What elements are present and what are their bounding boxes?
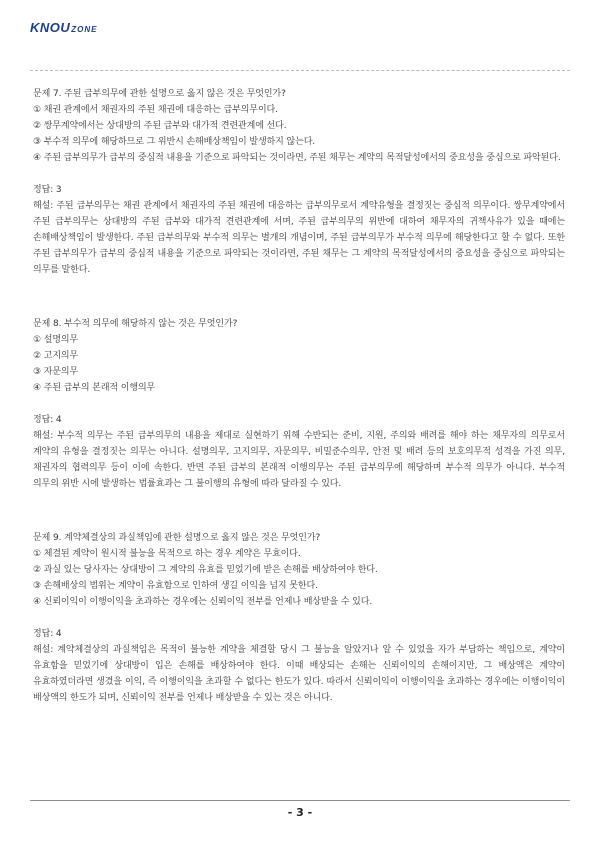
option-item: ③ 손해배상의 범위는 계약이 유효함으로 인하여 생길 이익을 넘지 못한다. bbox=[33, 581, 318, 591]
question-text: 문제 9. 계약체결상의 과실책임에 관한 설명으로 옳지 않은 것은 무엇인가? bbox=[33, 533, 321, 543]
option-item: ③ 자문의무 bbox=[33, 367, 79, 377]
option-item: ④ 주된 급부의무가 급부의 중심적 내용을 기준으로 파악되는 것이라면, 주된 채무는 계약의 목적달성에서의 중요성을 중심으로 파악된다. bbox=[33, 153, 561, 163]
option-item: ② 쌍무계약에서는 상대방의 주된 급부와 대가적 견련관계에 선다. bbox=[33, 121, 287, 131]
explanation-text: 해설: 계약체결상의 과실책임은 목적이 불능한 계약을 체결할 당시 그 불능을 알았거나 알 수 있었을 자가 부담하는 책임으로, 계약이 유효함을 믿었기에 상대방이 입은 손해를 배상하여야 한다. 이때 배상되는 손해는 신뢰이익의 손해이지만, 그 배상액은 계약이 유효하였더라면 생겼을 이익, 즉 이행이익을 초과할 수 없다는 한도가 있다. 따라서 신뢰이익이 이행이익을 초과하는 경우에는 이행이익이 배상액의 한도가 되며, 신뢰이익 전부를 언제나 배상받을 수 있는 것은 아니다. bbox=[33, 645, 565, 703]
header-divider bbox=[30, 70, 570, 71]
logo-text-sub: ZONE bbox=[71, 25, 98, 34]
question-text: 문제 8. 부수적 의무에 해당하지 않는 것은 무엇인가? bbox=[33, 319, 238, 329]
knouzone-logo bbox=[30, 20, 98, 40]
answer-text: 정답: 4 bbox=[33, 415, 62, 425]
answer-text: 정답: 4 bbox=[33, 629, 62, 639]
document-body bbox=[33, 86, 565, 706]
page-number: - 3 - bbox=[287, 806, 313, 819]
option-item: ② 과실 있는 당사자는 상대방이 그 계약의 유효를 믿었기에 받은 손해를 배상하여야 한다. bbox=[33, 565, 378, 575]
option-item: ④ 주된 급부의 본래적 이행의무 bbox=[33, 383, 156, 393]
question-text: 문제 7. 주된 급부의무에 관한 설명으로 옳지 않은 것은 무엇인가? bbox=[33, 89, 286, 99]
option-item: ② 고지의무 bbox=[33, 351, 79, 361]
answer-text: 정답: 3 bbox=[33, 185, 62, 195]
question-block-9 bbox=[33, 530, 565, 706]
question-block-8 bbox=[33, 316, 565, 492]
logo-text-main: KNOU bbox=[30, 20, 71, 35]
option-item: ① 설명의무 bbox=[33, 335, 79, 345]
explanation-text: 해설: 주된 급부의무는 채권 관계에서 채권자의 주된 채권에 대응하는 급부의무로서 계약유형을 결정짓는 중심적 의무이다. 쌍무계약에서 주된 급부의무는 상대방의 주된 급부와 대가적 견련관계에 서며, 주된 급부의무의 위반에 대하여 채무자의 귀책사유가 있을 때에는 손해배상책임이 발생한다. 주된 급부의무와 부수적 의무는 별개의 개념이며, 주된 급부의무가 부수적 의무에 해당한다고 할 수 없다. 또한 주된 급부의무가 급부의 중심적 내용을 기준으로 파악되는 것이라면, 주된 채무는 그 계약의 목적달성에서의 중요성을 중심으로 파악되는 의무를 말한다. bbox=[33, 201, 565, 275]
question-block-7 bbox=[33, 86, 565, 278]
explanation-text: 해설: 부수적 의무는 주된 급부의무의 내용을 제대로 실현하기 위해 수반되는 준비, 지원, 주의와 배려를 해야 하는 채무자의 의무로서 계약의 유형을 결정짓는 의무는 아니다. 설명의무, 고지의무, 자문의무, 비밀준수의무, 안전 및 배려 등의 보호의무적 성격을 가진 의무, 채권자의 협력의무 등이 이에 속한다. 반면 주된 급부의 본래적 이행의무는 주된 급부의무에 해당하며 부수적 의무가 아니다. 부수적 의무의 위반 시에 발생하는 법률효과는 그 불이행의 유형에 따라 달라질 수 있다. bbox=[33, 431, 565, 489]
option-item: ③ 부수적 의무에 해당하므로 그 위반시 손해배상책임이 발생하지 않는다. bbox=[33, 137, 316, 147]
option-item: ① 체결된 계약이 원시적 불능을 목적으로 하는 경우 계약은 무효이다. bbox=[33, 549, 301, 559]
footer-divider bbox=[30, 800, 570, 801]
option-item: ④ 신뢰이익이 이행이익을 초과하는 경우에는 신뢰이익 전부를 언제나 배상받을 수 있다. bbox=[33, 597, 373, 607]
option-item: ① 채권 관계에서 채권자의 주된 채권에 대응하는 급부의무이다. bbox=[33, 105, 278, 115]
